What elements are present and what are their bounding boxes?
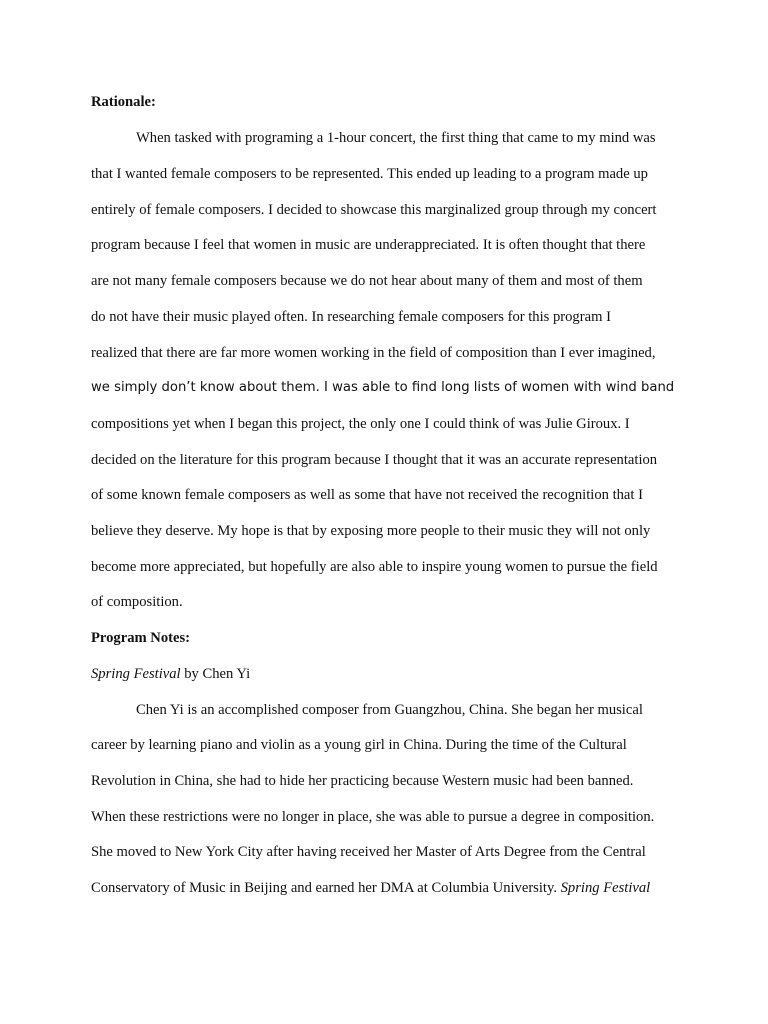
rationale-line-13: become more appreciated, but hopefully are also able to inspire young women to pursue the field	[91, 559, 658, 575]
notes-line-6	[91, 879, 650, 897]
rationale-line-4: program because I feel that women in music are underappreciated. It is often thought that there	[91, 237, 646, 253]
rationale-line-12: believe they deserve. My hope is that by exposing more people to their music they will not only	[91, 523, 651, 539]
rationale-line-3: entirely of female composers. I decided to showcase this marginalized group through my concert	[91, 202, 657, 218]
rationale-line-6: do not have their music played often. In researching female composers for this program I	[91, 309, 611, 325]
rationale-line-2: that I wanted female composers to be represented. This ended up leading to a program made up	[91, 166, 648, 182]
rationale-line-8: we simply don’t know about them. I was able to find long lists of women with wind band	[91, 380, 675, 395]
program-notes-heading: Program Notes:	[91, 630, 191, 646]
rationale-line-1: When tasked with programing a 1-hour concert, the first thing that came to my mind was	[136, 130, 656, 146]
rationale-line-10: decided on the literature for this program because I thought that it was an accurate representation	[91, 452, 658, 468]
notes-line-2: career by learning piano and violin as a young girl in China. During the time of the Cultural	[91, 737, 627, 753]
notes-line-6-text: Conservatory of Music in Beijing and earned her DMA at Columbia University.	[91, 880, 561, 896]
piece-heading	[91, 665, 250, 683]
rationale-line-11: of some known female composers as well as some that have not received the recognition that I	[91, 487, 643, 503]
rationale-line-14: of composition.	[91, 594, 183, 610]
rationale-heading: Rationale:	[91, 94, 156, 110]
notes-line-4: When these restrictions were no longer in place, she was able to pursue a degree in composition.	[91, 809, 655, 825]
piece-byline: by Chen Yi	[180, 666, 251, 682]
notes-line-5: She moved to New York City after having received her Master of Arts Degree from the Central	[91, 844, 646, 860]
notes-line-6-italic: Spring Festival	[560, 880, 651, 896]
rationale-line-5: are not many female composers because we do not hear about many of them and most of them	[91, 273, 643, 289]
notes-line-1: Chen Yi is an accomplished composer from Guangzhou, China. She began her musical	[136, 702, 643, 718]
rationale-line-9: compositions yet when I began this project, the only one I could think of was Julie Giroux. I	[91, 416, 630, 432]
notes-line-3: Revolution in China, she had to hide her practicing because Western music had been banned.	[91, 773, 634, 789]
piece-title: Spring Festival	[91, 666, 181, 682]
rationale-line-7: realized that there are far more women working in the field of composition than I ever imagined,	[91, 345, 656, 361]
